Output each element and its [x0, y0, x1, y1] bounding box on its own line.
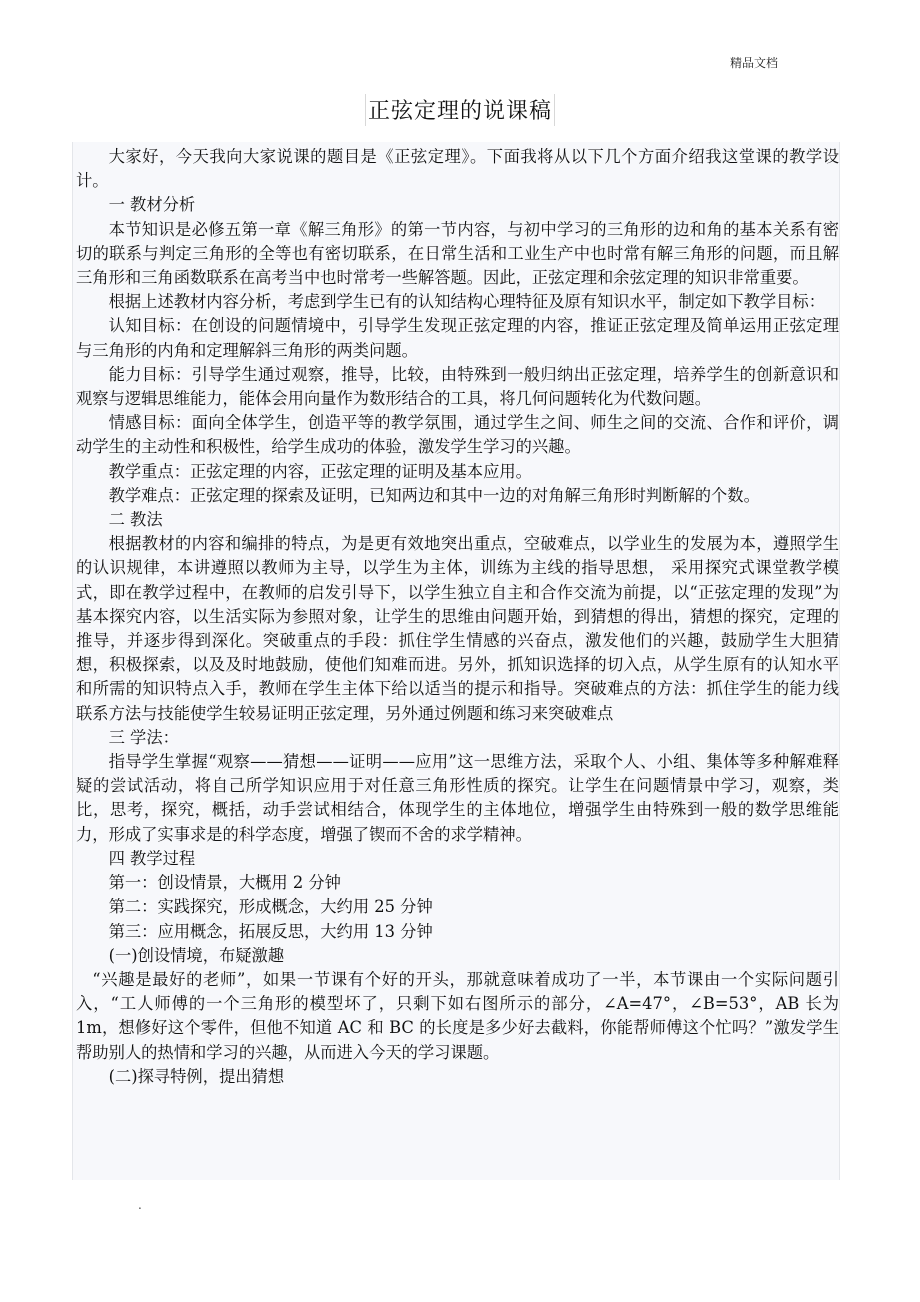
paragraph: (一)创设情境，布疑激趣 [108, 945, 285, 965]
paragraph: 大家好，今天我向大家说课的题目是《正弦定理》。下面我将从以下几个方面介绍我这堂课的教学设计。 [76, 147, 839, 191]
header-tag: 精品文档 [730, 56, 779, 70]
document-body [72, 142, 840, 1180]
paragraph: 第三：应用概念，拓展反思，大约用 13 分钟 [108, 921, 433, 941]
paragraph: 第二：实践探究，形成概念，大约用 25 分钟 [108, 897, 433, 917]
paragraph: 教学难点：正弦定理的探索及证明，已知两边和其中一边的对角解三角形时判断解的个数。 [108, 485, 760, 505]
footer-dot: . [138, 1198, 142, 1212]
paragraph: 认知目标：在创设的问题情境中，引导学生发现正弦定理的内容，推证正弦定理及简单运用正弦定理与三角形的内角和定理解斜三角形的两类问题。 [76, 316, 839, 360]
paragraph: 根据上述教材内容分析，考虑到学生已有的认知结构心理特征及原有知识水平，制定如下教学目标： [108, 292, 825, 312]
paragraph: 四 教学过程 [108, 848, 196, 868]
paragraph: 一 教材分析 [108, 195, 196, 215]
page-title-text: 正弦定理的说课稿 [365, 94, 555, 126]
paragraph: 三 学法： [108, 727, 179, 747]
paragraph: 情感目标：面向全体学生，创造平等的教学氛围，通过学生之间、师生之间的交流、合作和评价，调动学生的主动性和积极性，给学生成功的体验，激发学生学习的兴趣。 [76, 413, 839, 457]
paragraph: “兴趣是最好的老师”，如果一节课有个好的开头，那就意味着成功了一半，本节课由一个实际问题引入，“工人师傅的一个三角形的模型坏了，只剩下如右图所示的部分，∠A=47°，∠B=53°，AB 长为 1m，想修好这个零件，但他不知道 AC 和 BC 的长度是多少好去截料，你能帮师傅这个忙吗？”激发学生帮助别人的热情和学习的兴趣，从而进入今天的学习课题。 [76, 969, 839, 1062]
paragraph: 根据教材的内容和编排的特点，为是更有效地突出重点，空破难点，以学业生的发展为本，遵照学生的认识规律，本讲遵照以教师为主导，以学生为主体，训练为主线的指导思想， 采用探究式课堂教学模式，即在教学过程中，在教师的启发引导下，以学生独立自主和合作交流为前提，以“正弦定理的发现”为基本探究内容，以生活实际为参照对象，让学生的思维由问题开始，到猜想的得出，猜想的探究，定理的推导，并逐步得到深化。突破重点的手段：抓住学生情感的兴奋点，激发他们的兴趣，鼓励学生大胆猜想，积极探索，以及及时地鼓励，使他们知难而进。另外，抓知识选择的切入点，从学生原有的认知水平和所需的知识特点入手，教师在学生主体下给以适当的提示和指导。突破难点的方法：抓住学生的能力线联系方法与技能使学生较易证明正弦定理，另外通过例题和练习来突破难点 [76, 534, 839, 723]
page-title [0, 94, 920, 126]
paragraph: 指导学生掌握“观察——猜想——证明——应用”这一思维方法，采取个人、小组、集体等多种解难释疑的尝试活动，将自己所学知识应用于对任意三角形性质的探究。让学生在问题情景中学习，观察，类比，思考，探究，概括，动手尝试相结合，体现学生的主体地位，增强学生由特殊到一般的数学思维能力，形成了实事求是的科学态度，增强了锲而不舍的求学精神。 [76, 752, 839, 844]
paragraph: 教学重点：正弦定理的内容，正弦定理的证明及基本应用。 [108, 461, 532, 481]
paragraph: 第一：创设情景，大概用 2 分钟 [108, 873, 341, 893]
paragraph: 二 教法 [108, 510, 163, 530]
paragraph: 能力目标：引导学生通过观察，推导，比较，由特殊到一般归纳出正弦定理，培养学生的创新意识和观察与逻辑思维能力，能体会用向量作为数形结合的工具，将几何问题转化为代数问题。 [76, 364, 839, 409]
paragraph: (二)探寻特例，提出猜想 [108, 1066, 285, 1086]
paragraph: 本节知识是必修五第一章《解三角形》的第一节内容，与初中学习的三角形的边和角的基本关系有密切的联系与判定三角形的全等也有密切联系，在日常生活和工业生产中也时常有解三角形的问题，而且解三角形和三角函数联系在高考当中也时常考一些解答题。因此，正弦定理和余弦定理的知识非常重要。 [76, 219, 839, 288]
